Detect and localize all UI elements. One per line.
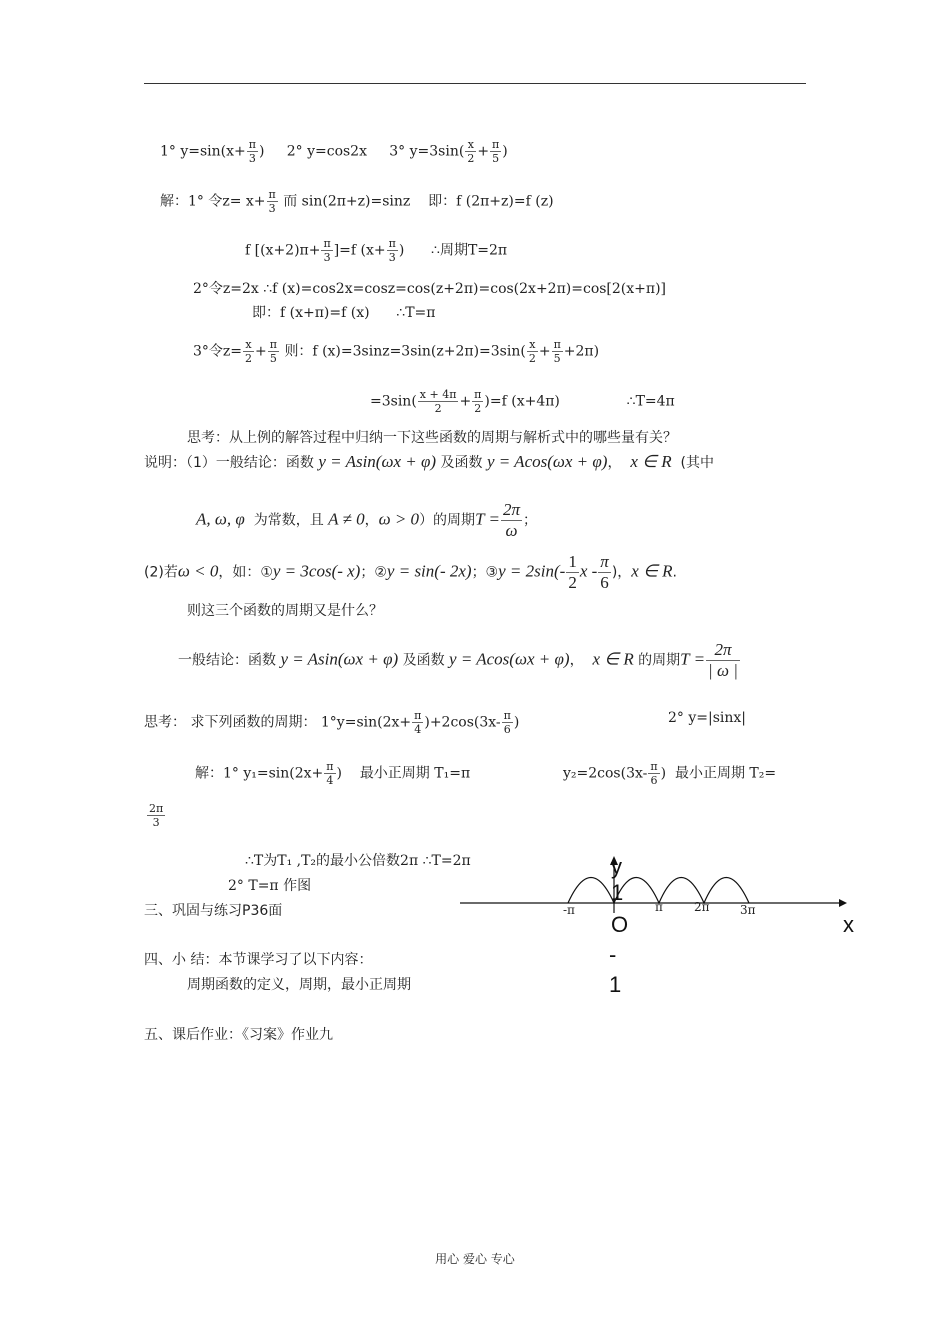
x-axis-arrow [839, 899, 847, 907]
explanation-line-1: 说明：（1）一般结论：函数 y = Asin(ωx + φ) 及函数 y = Acos(ωx + φ)， x ∈ R (其中 [144, 452, 715, 471]
section-3: 三、巩固与练习P36面 [144, 903, 283, 919]
case-2-question: 则这三个函数的周期又是什么？ [187, 603, 383, 619]
section-4-content: 周期函数的定义，周期，最小正周期 [187, 977, 411, 993]
solution-1-line-a: 解：1° 令z= x+ $\frac{\pi}{3}$ 而 sin(2π+z)=sinz 即：f (2π+z)=f (z) [160, 188, 554, 215]
solution-4-line-a-right: y₂=2cos(3x- $\frac{\pi}{6}$ ) 最小正周期 T₂= [563, 760, 777, 787]
solution-3-line-b: =3sin( $\frac{x + 4\pi}{2}$ + $\frac{\pi}{2}$ )=f (x+4π) ∴T=4π [370, 388, 675, 415]
examples-line: 1° y=sin(x+ $\frac{\pi}{3}$ ) 2° y=cos2x 3° y=3sin( $\frac{x}{2}$ + $\frac{\pi}{5}$ ) [160, 138, 508, 165]
think-question-1: 思考：从上例的解答过程中归纳一下这些函数的周期与解析式中的哪些量有关？ [187, 430, 677, 446]
solution-1-line-b: f [(x+2)π+ $\frac{\pi}{3}$ ]=f (x+ $\frac{\pi}{3}$ ) ∴周期T=2π [245, 237, 508, 264]
abs-sin-graph [455, 855, 850, 915]
header-rule [144, 83, 806, 84]
think-question-2-part-2: 2° y=|sinx| [668, 710, 747, 726]
section-5: 五、课后作业：《习案》作业九 [144, 1027, 333, 1043]
y-tick-one: 1 [611, 880, 624, 905]
tick-3pi: 3π [740, 903, 756, 917]
y-tick-neg-sign: - [609, 942, 617, 967]
y-tick-neg-one: 1 [609, 972, 622, 997]
y-axis-label: y [611, 854, 622, 879]
section-4: 四、小 结：本节课学习了以下内容： [144, 952, 373, 968]
think-question-2: 思考： 求下列函数的周期： 1°y=sin(2x+ $\frac{\pi}{4}$ )+2cos(3x- $\frac{\pi}{6}$ ) [144, 709, 520, 736]
explanation-line-2: A, ω, φ 为常数，且 A ≠ 0，ω > 0）的周期T = $\frac{2\pi}{\omega}$ ； [196, 500, 537, 540]
tick-pi: π [655, 900, 663, 914]
solution-2-line-b: 即：f (x+π)=f (x) ∴T=π [252, 305, 436, 321]
general-conclusion: 一般结论：函数 y = Asin(ωx + φ) 及函数 y = Acos(ωx + φ)， x ∈ R 的周期T = $\frac{2\pi}{| \omega |}$ [178, 640, 738, 680]
solution-3-line-a: 3°令z= $\frac{x}{2}$ + $\frac{\pi}{5}$ 则：f (x)=3sinz=3sin(z+2π)=3sin( $\frac{x}{2}$ + $\frac{\pi}{5}$ +2π) [193, 338, 600, 365]
x-axis-label: x [843, 912, 854, 937]
solution-4-fraction: $\frac{2\pi}{3}$ [149, 802, 164, 829]
origin-label: O [611, 912, 629, 937]
solution-2-line-a: 2°令z=2x ∴f (x)=cos2x=cosz=cos(z+2π)=cos(2x+2π)=cos[2(x+π)] [193, 281, 667, 297]
solution-4-line-a: 解：1° y₁=sin(2x+ $\frac{\pi}{4}$ ) 最小正周期 T₁=π [195, 760, 471, 787]
footer: 用心 爱心 专心 [435, 1252, 515, 1266]
solution-4-lcm: ∴T为T₁ ,T₂的最小公倍数2π ∴T=2π [245, 853, 471, 869]
case-2-line: (2)若ω < 0，如：①y = 3cos(- x)；②y = sin(- 2x)；③y = 2sin(- $\frac{1}{2}$ x - $\frac{\pi}{6}$ )，x ∈ R. [144, 552, 677, 592]
solution-4-part-2: 2° T=π 作图 [228, 878, 312, 894]
tick-neg-pi: -π [563, 903, 575, 917]
tick-2pi: 2π [694, 900, 710, 914]
